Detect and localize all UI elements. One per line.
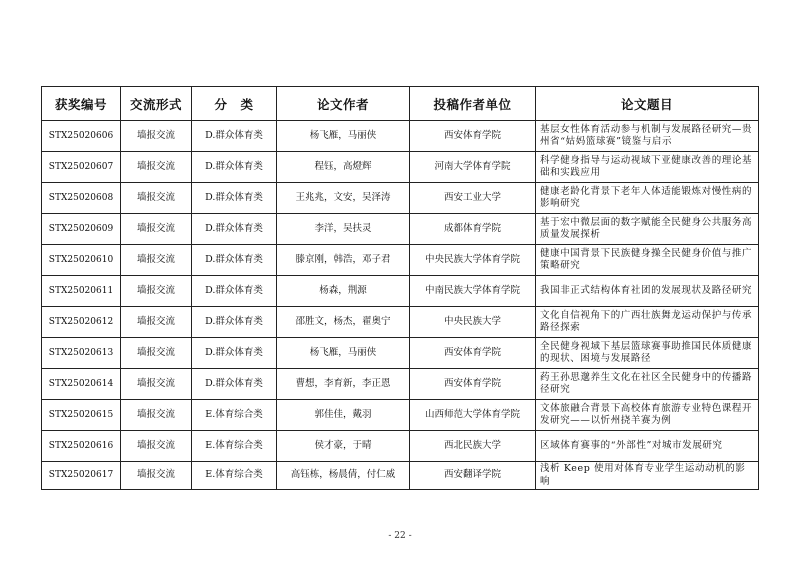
cell-authors: 杨飞雁，马丽侠 (277, 338, 410, 369)
cell-award-id: STX25020606 (42, 121, 121, 152)
cell-unit: 西安翻译学院 (410, 462, 536, 490)
table-row (42, 214, 759, 245)
cell-title: 健康中国背景下民族健身操全民健身价值与推广策略研究 (536, 245, 759, 276)
cell-title: 科学健身指导与运动视域下亚健康改善的理论基础和实践应用 (536, 152, 759, 183)
header-unit: 投稿作者单位 (410, 87, 536, 121)
cell-award-id: STX25020610 (42, 245, 121, 276)
cell-award-id: STX25020614 (42, 369, 121, 400)
header-format: 交流形式 (121, 87, 192, 121)
cell-unit: 河南大学体育学院 (410, 152, 536, 183)
cell-award-id: STX25020616 (42, 431, 121, 462)
cell-authors: 杨飞雁，马丽侠 (277, 121, 410, 152)
table-row (42, 152, 759, 183)
table-row (42, 183, 759, 214)
cell-authors: 邵胜文，杨杰，翟奥宁 (277, 307, 410, 338)
cell-title: 健康老龄化背景下老年人体适能锻炼对慢性病的影响研究 (536, 183, 759, 214)
cell-unit: 西安体育学院 (410, 121, 536, 152)
cell-category: D.群众体育类 (192, 369, 277, 400)
cell-unit: 西北民族大学 (410, 431, 536, 462)
cell-format: 墙报交流 (121, 369, 192, 400)
cell-authors: 王兆兆，文安，吴泽涛 (277, 183, 410, 214)
awards-table (41, 86, 759, 490)
cell-category: D.群众体育类 (192, 276, 277, 307)
cell-authors: 侯才豪，于晴 (277, 431, 410, 462)
cell-award-id: STX25020612 (42, 307, 121, 338)
cell-unit: 山西师范大学体育学院 (410, 400, 536, 431)
cell-format: 墙报交流 (121, 462, 192, 490)
cell-category: D.群众体育类 (192, 183, 277, 214)
cell-award-id: STX25020617 (42, 462, 121, 490)
cell-format: 墙报交流 (121, 121, 192, 152)
cell-category: D.群众体育类 (192, 121, 277, 152)
cell-format: 墙报交流 (121, 245, 192, 276)
cell-award-id: STX25020608 (42, 183, 121, 214)
cell-authors: 程钰，高燈辉 (277, 152, 410, 183)
cell-title: 全民健身视域下基层篮球赛事助推国民体质健康的现状、困境与发展路径 (536, 338, 759, 369)
cell-category: D.群众体育类 (192, 152, 277, 183)
cell-title: 文体旅融合背景下高校体育旅游专业特色课程开发研究——以忻州挠羊赛为例 (536, 400, 759, 431)
cell-award-id: STX25020611 (42, 276, 121, 307)
cell-format: 墙报交流 (121, 214, 192, 245)
cell-category: D.群众体育类 (192, 214, 277, 245)
cell-title: 药王孙思邈养生文化在社区全民健身中的传播路径研究 (536, 369, 759, 400)
cell-unit: 中央民族大学 (410, 307, 536, 338)
cell-category: E.体育综合类 (192, 431, 277, 462)
table-row (42, 431, 759, 462)
cell-unit: 西安体育学院 (410, 338, 536, 369)
cell-title: 浅析 Keep 使用对体育专业学生运动动机的影响 (536, 462, 759, 490)
cell-unit: 中南民族大学体育学院 (410, 276, 536, 307)
cell-unit: 中央民族大学体育学院 (410, 245, 536, 276)
cell-format: 墙报交流 (121, 307, 192, 338)
table-row (42, 462, 759, 490)
cell-authors: 杨森，荆源 (277, 276, 410, 307)
cell-title: 我国非正式结构体育社团的发展现状及路径研究 (536, 276, 759, 307)
page-number: - 22 - (388, 531, 412, 541)
table-row (42, 276, 759, 307)
cell-category: E.体育综合类 (192, 462, 277, 490)
cell-category: D.群众体育类 (192, 307, 277, 338)
cell-authors: 高钰栋，杨晨倩，付仁威 (277, 462, 410, 490)
table-row (42, 121, 759, 152)
cell-category: D.群众体育类 (192, 338, 277, 369)
header-title: 论文题目 (536, 87, 759, 121)
cell-authors: 滕京刚，韩浩，邓子君 (277, 245, 410, 276)
cell-category: D.群众体育类 (192, 245, 277, 276)
table-row (42, 400, 759, 431)
cell-format: 墙报交流 (121, 431, 192, 462)
cell-award-id: STX25020607 (42, 152, 121, 183)
cell-format: 墙报交流 (121, 338, 192, 369)
cell-category: E.体育综合类 (192, 400, 277, 431)
table-row (42, 307, 759, 338)
cell-format: 墙报交流 (121, 400, 192, 431)
cell-award-id: STX25020609 (42, 214, 121, 245)
header-award-id: 获奖编号 (42, 87, 121, 121)
cell-authors: 李洋，吴扶灵 (277, 214, 410, 245)
cell-format: 墙报交流 (121, 276, 192, 307)
cell-format: 墙报交流 (121, 183, 192, 214)
cell-title: 基于宏中微层面的数字赋能全民健身公共服务高质量发展探析 (536, 214, 759, 245)
cell-title: 基层女性体育活动参与机制与发展路径研究—贵州省“姑妈篮球赛”镜鉴与启示 (536, 121, 759, 152)
header-category: 分 类 (192, 87, 277, 121)
cell-unit: 西安工业大学 (410, 183, 536, 214)
cell-authors: 郭佳佳，戴羽 (277, 400, 410, 431)
table-row (42, 338, 759, 369)
cell-authors: 曹想，李育新，李正恩 (277, 369, 410, 400)
cell-award-id: STX25020613 (42, 338, 121, 369)
header-authors: 论文作者 (277, 87, 410, 121)
cell-award-id: STX25020615 (42, 400, 121, 431)
cell-unit: 西安体育学院 (410, 369, 536, 400)
table-header-row (42, 87, 759, 121)
cell-unit: 成都体育学院 (410, 214, 536, 245)
cell-format: 墙报交流 (121, 152, 192, 183)
cell-title: 文化自信视角下的广西壮族舞龙运动保护与传承路径探索 (536, 307, 759, 338)
cell-title: 区域体育赛事的“外部性”对城市发展研究 (536, 431, 759, 462)
table-row (42, 245, 759, 276)
table-row (42, 369, 759, 400)
